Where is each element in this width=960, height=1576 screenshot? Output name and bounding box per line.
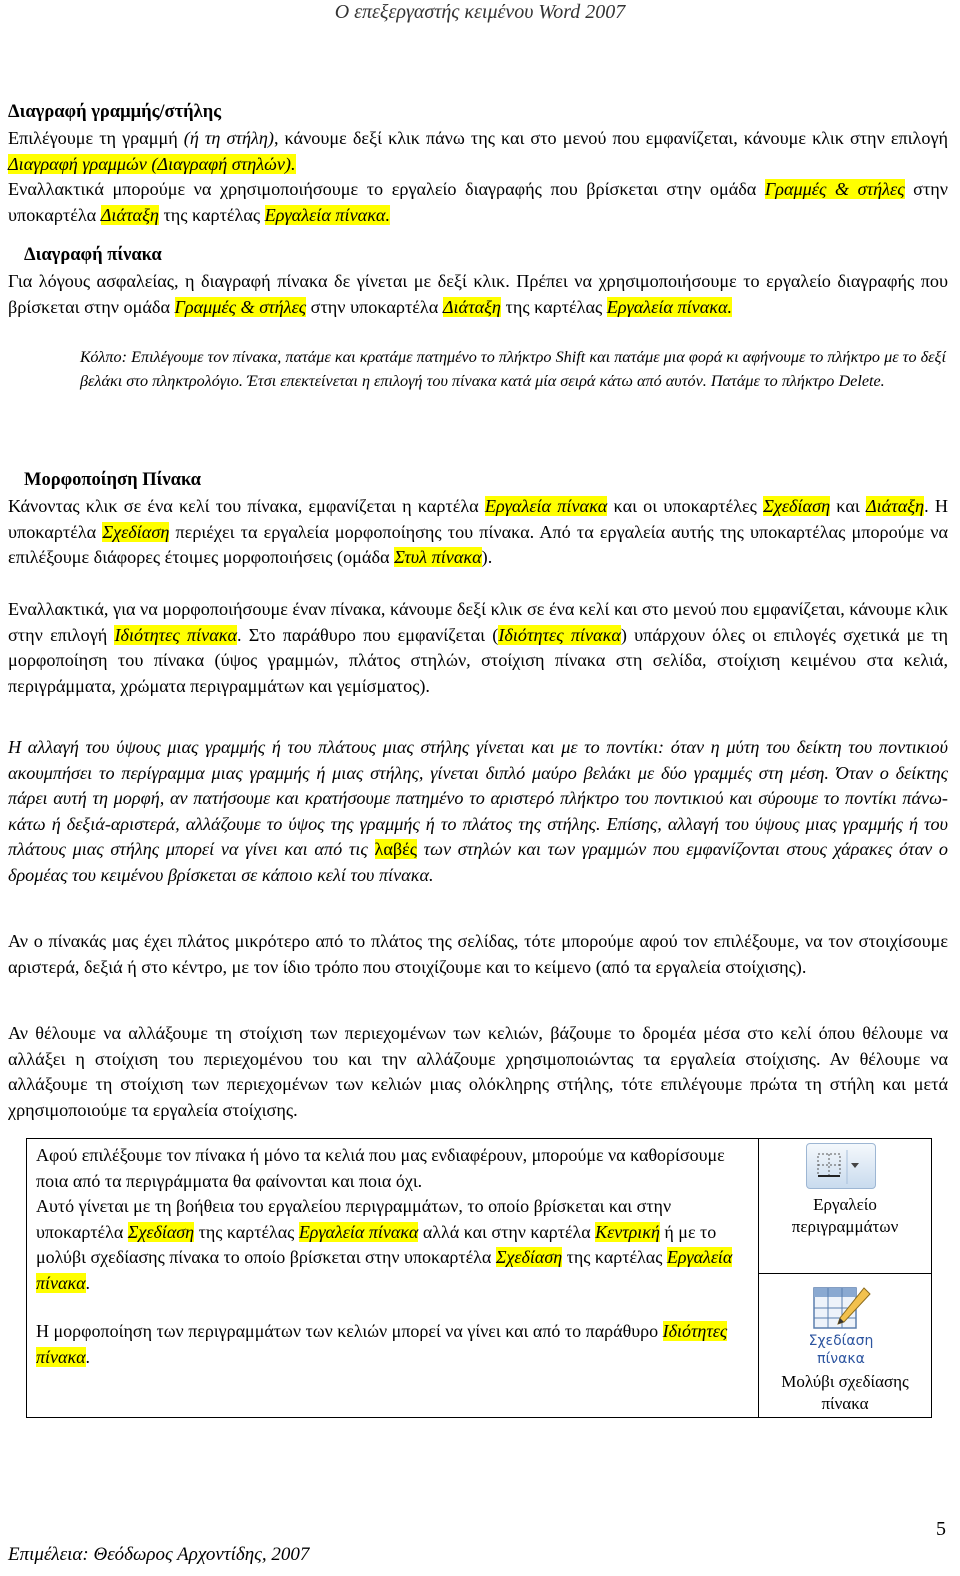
box-text-select: Αφού επιλέξουμε τον πίνακα ή μόνο τα κελιά που μας ενδιαφέρουν, μπορούμε να καθορίσουμε ποια από τα περιγράμματα θα φαίνονται και ποια όχι. xyxy=(36,1145,725,1191)
paragraph-resize-mouse: Η αλλαγή του ύψους μιας γραμμής ή του πλάτους μιας στήλης γίνεται και με το ποντίκι: όταν η μύτη του δείκτη του ποντικιού ακουμπήσει το περίγραμμα μιας γραμμής ή μιας στήλης, γίνεται διπλό μαύρο βελάκι με δύο γραμμές στη μέση. Όταν ο δείκτης πάρει αυτή τη μορφή, αν πατήσουμε και κρατήσουμε πατημένο το αριστερό πλήκτρο του ποντικιού και σύρουμε το ποντίκι πάνω-κάτω ή δεξιά-αριστερά, αλλάζουμε το ύψος της γραμμής ή το πλάτος της στήλης. Επίσης, αλλαγή του ύψους μιας γραμμής ή του πλάτους μιας στήλης μπορεί να γίνει και από τις λαβές των στηλών και των γραμμών που εμφανίζονται στους χάρακες όταν ο δρομέας του κειμένου βρίσκεται σε κάποιο κελί του πίνακα. xyxy=(8,737,948,885)
paragraph-delete-row-alt: Εναλλακτικά μπορούμε να χρησιμοποιήσουμε το εργαλείο διαγραφής που βρίσκεται στην ομάδα Γραμμές & στήλες στην υποκαρτέλα Διάταξη της καρτέλας Εργαλεία πίνακα. xyxy=(8,179,949,225)
draw-table-icon-label: Σχεδίαση πίνακα xyxy=(808,1333,874,1367)
draw-table-pencil-label: Μολύβι σχεδίασης πίνακα xyxy=(781,1372,909,1413)
paragraph-table-alignment: Αν ο πίνακάς μας έχει πλάτος μικρότερο από το πλάτος της σελίδας, τότε μπορούμε αφού τον επιλέξουμε, να τον στοιχίσουμε αριστερά, δεξιά ή στο κέντρο, με τον ίδιο τρόπο που στοιχίζουμε και το κείμενο (από τα εργαλεία στοίχισης). xyxy=(8,931,948,977)
borders-tool-label: Εργαλείο περιγραμμάτων xyxy=(791,1195,899,1236)
paragraph-cell-alignment: Αν θέλουμε να αλλάξουμε τη στοίχιση των περιεχομένων των κελιών, βάζουμε το δρομέα μέσα στο κελί όπου θέλουμε να αλλάξει η στοίχιση του περιεχομένου του και την αλλάζουμε χρησιμοποιώντας τα εργαλεία στοίχισης. Αν θέλουμε να αλλάξουμε τη στοίχιση των περιεχομένων των κελιών μιας ολόκληρης στήλης, τότε επιλέγουμε πρώτα τη στήλη και μετά χρησιμοποιούμε τα εργαλεία στοίχισης. xyxy=(8,1023,948,1120)
draw-table-icon[interactable] xyxy=(810,1282,872,1372)
page-number: 5 xyxy=(936,1518,946,1540)
borders-icon-graphic xyxy=(807,1144,877,1190)
heading-delete-table: Διαγραφή πίνακα xyxy=(24,245,162,265)
box-text-properties: Η μορφοποίηση των περιγραμμάτων των κελιών μπορεί να γίνει και από το παράθυρο Ιδιότητες πίνακα. xyxy=(36,1321,728,1367)
heading-delete-row-column: Διαγραφή γραμμής/στήλης xyxy=(8,102,222,122)
paragraph-delete-table: Για λόγους ασφαλείας, η διαγραφή πίνακα δε γίνεται με δεξί κλικ. Πρέπει να χρησιμοποιήσουμε το εργαλείο διαγραφής που βρίσκεται στην ομάδα Γραμμές & στήλες στην υποκαρτέλα Διάταξη της καρτέλας Εργαλεία πίνακα. xyxy=(8,271,948,317)
box-horizontal-divider xyxy=(759,1273,931,1274)
heading-table-formatting: Μορφοποίηση Πίνακα xyxy=(24,470,202,490)
borders-info-box xyxy=(26,1138,932,1418)
borders-icon[interactable] xyxy=(806,1143,876,1189)
paragraph-delete-row: Επιλέγουμε τη γραμμή (ή τη στήλη), κάνουμε δεξί κλικ πάνω της και στο μενού που εμφανίζεται, κάνουμε κλικ στην επιλογή Διαγραφή γραμμών (Διαγραφή στηλών). xyxy=(8,128,949,174)
box-text-borders-tool: Αυτό γίνεται με τη βοήθεια του εργαλείου περιγραμμάτων, το οποίο βρίσκεται και στην υποκαρτέλα Σχεδίαση της καρτέλας Εργαλεία πίνακα αλλά και στην καρτέλα Κεντρική ή με το μολύβι σχεδίασης πίνακα το οποίο βρίσκεται στην υποκαρτέλα Σχεδίαση της καρτέλας Εργαλεία πίνακα. xyxy=(36,1196,733,1293)
footer-credit: Επιμέλεια: Θεόδωρος Αρχοντίδης, 2007 xyxy=(8,1544,310,1565)
page-header: Ο επεξεργαστής κειμένου Word 2007 xyxy=(334,1,626,23)
tip-note: Κόλπο: Επιλέγουμε τον πίνακα, πατάμε και κρατάμε πατημένο το πλήκτρο Shift και πατάμε μια φορά κι αφήνουμε το πλήκτρο με το δεξί βελάκι στο πληκτρολόγιο. Έτσι επεκτείνεται η επιλογή του πίνακα κατά μία σειρά κάτω από αυτόν. Πατάμε το πλήκτρο Delete. xyxy=(80,348,946,390)
paragraph-table-properties: Εναλλακτικά, για να μορφοποιήσουμε έναν πίνακα, κάνουμε δεξί κλικ σε ένα κελί και στο μενού που εμφανίζεται, κάνουμε κλικ στην επιλογή Ιδιότητες πίνακα. Στο παράθυρο που εμφανίζεται (Ιδιότητες πίνακα) υπάρχουν όλες οι επιλογές σχετικά με τη μορφοποίηση του πίνακα (ύψος γραμμών, πλάτος στηλών, στοίχιση πίνακα στη σελίδα, στοίχιση κειμένου στα κελιά, περιγράμματα, χρώματα περιγραμμάτων και γεμίσματος). xyxy=(8,599,949,696)
paragraph-table-tools: Κάνοντας κλικ σε ένα κελί του πίνακα, εμφανίζεται η καρτέλα Εργαλεία πίνακα και οι υποκαρτέλες Σχεδίαση και Διάταξη. Η υποκαρτέλα Σχεδίαση περιέχει τα εργαλεία μορφοποίησης του πίνακα. Από τα εργαλεία αυτής της υποκαρτέλας μπορούμε να επιλέξουμε διάφορες έτοιμες μορφοποιήσεις (ομάδα Στυλ πίνακα). xyxy=(8,496,948,568)
